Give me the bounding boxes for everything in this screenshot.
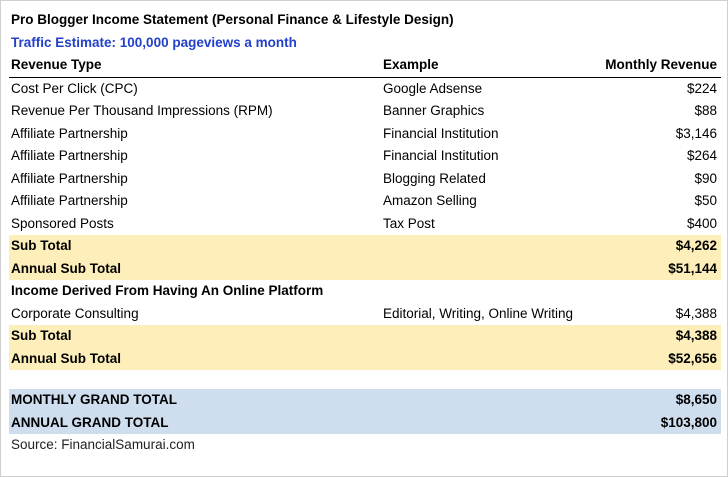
subtotal-example-blank — [381, 325, 603, 348]
table-row — [9, 145, 721, 168]
annual-subtotal-example-blank — [381, 258, 603, 281]
subtotal-example-blank — [381, 235, 603, 258]
row-example: Financial Institution — [383, 148, 499, 163]
row-amount: $400 — [686, 215, 718, 231]
row-amount: $88 — [694, 103, 718, 118]
spacer-row — [9, 370, 721, 389]
annual-grand-total-label: ANNUAL GRAND TOTAL — [9, 412, 381, 435]
column-header-monthly-revenue: Monthly Revenue — [603, 54, 721, 77]
subtotal-row — [9, 325, 721, 348]
subtotal-amount: $4,262 — [603, 235, 721, 258]
row-amount: $3,146 — [675, 125, 718, 141]
source-row — [9, 434, 721, 457]
column-header-revenue-type: Revenue Type — [9, 54, 381, 77]
annual-subtotal-amount: $51,144 — [603, 258, 721, 281]
annual-subtotal-label: Annual Sub Total — [9, 258, 381, 281]
monthly-grand-total-amount: $8,650 — [603, 389, 721, 412]
section-heading-row — [9, 280, 721, 303]
row-example: Amazon Selling — [383, 193, 477, 208]
annual-subtotal-row — [9, 348, 721, 371]
document-title-row — [9, 9, 721, 32]
table-row — [9, 213, 721, 236]
section-heading-online-platform: Income Derived From Having An Online Platform — [11, 283, 324, 298]
row-revenue-type: Sponsored Posts — [11, 215, 114, 231]
row-revenue-type: Affiliate Partnership — [11, 125, 128, 141]
annual-subtotal-label: Annual Sub Total — [9, 348, 381, 371]
row-amount: $50 — [694, 193, 718, 208]
row-amount: $4,388 — [675, 305, 718, 321]
column-header-example: Example — [381, 54, 603, 77]
source-note: Source: FinancialSamurai.com — [11, 437, 195, 452]
annual-subtotal-amount: $52,656 — [603, 348, 721, 371]
traffic-estimate: Traffic Estimate: 100,000 pageviews a month — [11, 34, 297, 50]
monthly-grand-total-blank — [381, 389, 603, 412]
row-example: Blogging Related — [383, 170, 486, 186]
row-example: Banner Graphics — [383, 103, 485, 118]
row-example: Financial Institution — [383, 125, 499, 141]
table-row — [9, 123, 721, 146]
page-title: Pro Blogger Income Statement (Personal Finance & Lifestyle Design) — [11, 12, 454, 27]
subtotal-amount: $4,388 — [603, 325, 721, 348]
monthly-grand-total-label: MONTHLY GRAND TOTAL — [9, 389, 381, 412]
annual-grand-total-blank — [381, 412, 603, 435]
row-revenue-type: Affiliate Partnership — [11, 193, 128, 208]
row-example: Tax Post — [383, 215, 435, 231]
table-header-row — [9, 54, 721, 77]
income-statement-table — [9, 9, 721, 457]
subtotal-label: Sub Total — [9, 235, 381, 258]
annual-subtotal-example-blank — [381, 348, 603, 371]
table-row — [9, 303, 721, 326]
annual-subtotal-row — [9, 258, 721, 281]
row-example: Editorial, Writing, Online Writing — [383, 305, 574, 321]
table-row — [9, 168, 721, 191]
row-revenue-type: Affiliate Partnership — [11, 170, 128, 186]
row-amount: $264 — [686, 148, 718, 163]
traffic-estimate-row — [9, 32, 721, 55]
row-revenue-type: Corporate Consulting — [11, 305, 139, 321]
monthly-grand-total-row — [9, 389, 721, 412]
row-example: Google Adsense — [383, 80, 483, 96]
annual-grand-total-amount: $103,800 — [603, 412, 721, 435]
table-row — [9, 190, 721, 213]
row-revenue-type: Cost Per Click (CPC) — [11, 80, 138, 96]
table-row — [9, 77, 721, 100]
row-revenue-type: Affiliate Partnership — [11, 148, 128, 163]
row-amount: $224 — [686, 80, 718, 96]
subtotal-row — [9, 235, 721, 258]
subtotal-label: Sub Total — [9, 325, 381, 348]
table-row — [9, 100, 721, 123]
row-revenue-type: Revenue Per Thousand Impressions (RPM) — [11, 103, 273, 118]
annual-grand-total-row — [9, 412, 721, 435]
row-amount: $90 — [694, 170, 718, 186]
